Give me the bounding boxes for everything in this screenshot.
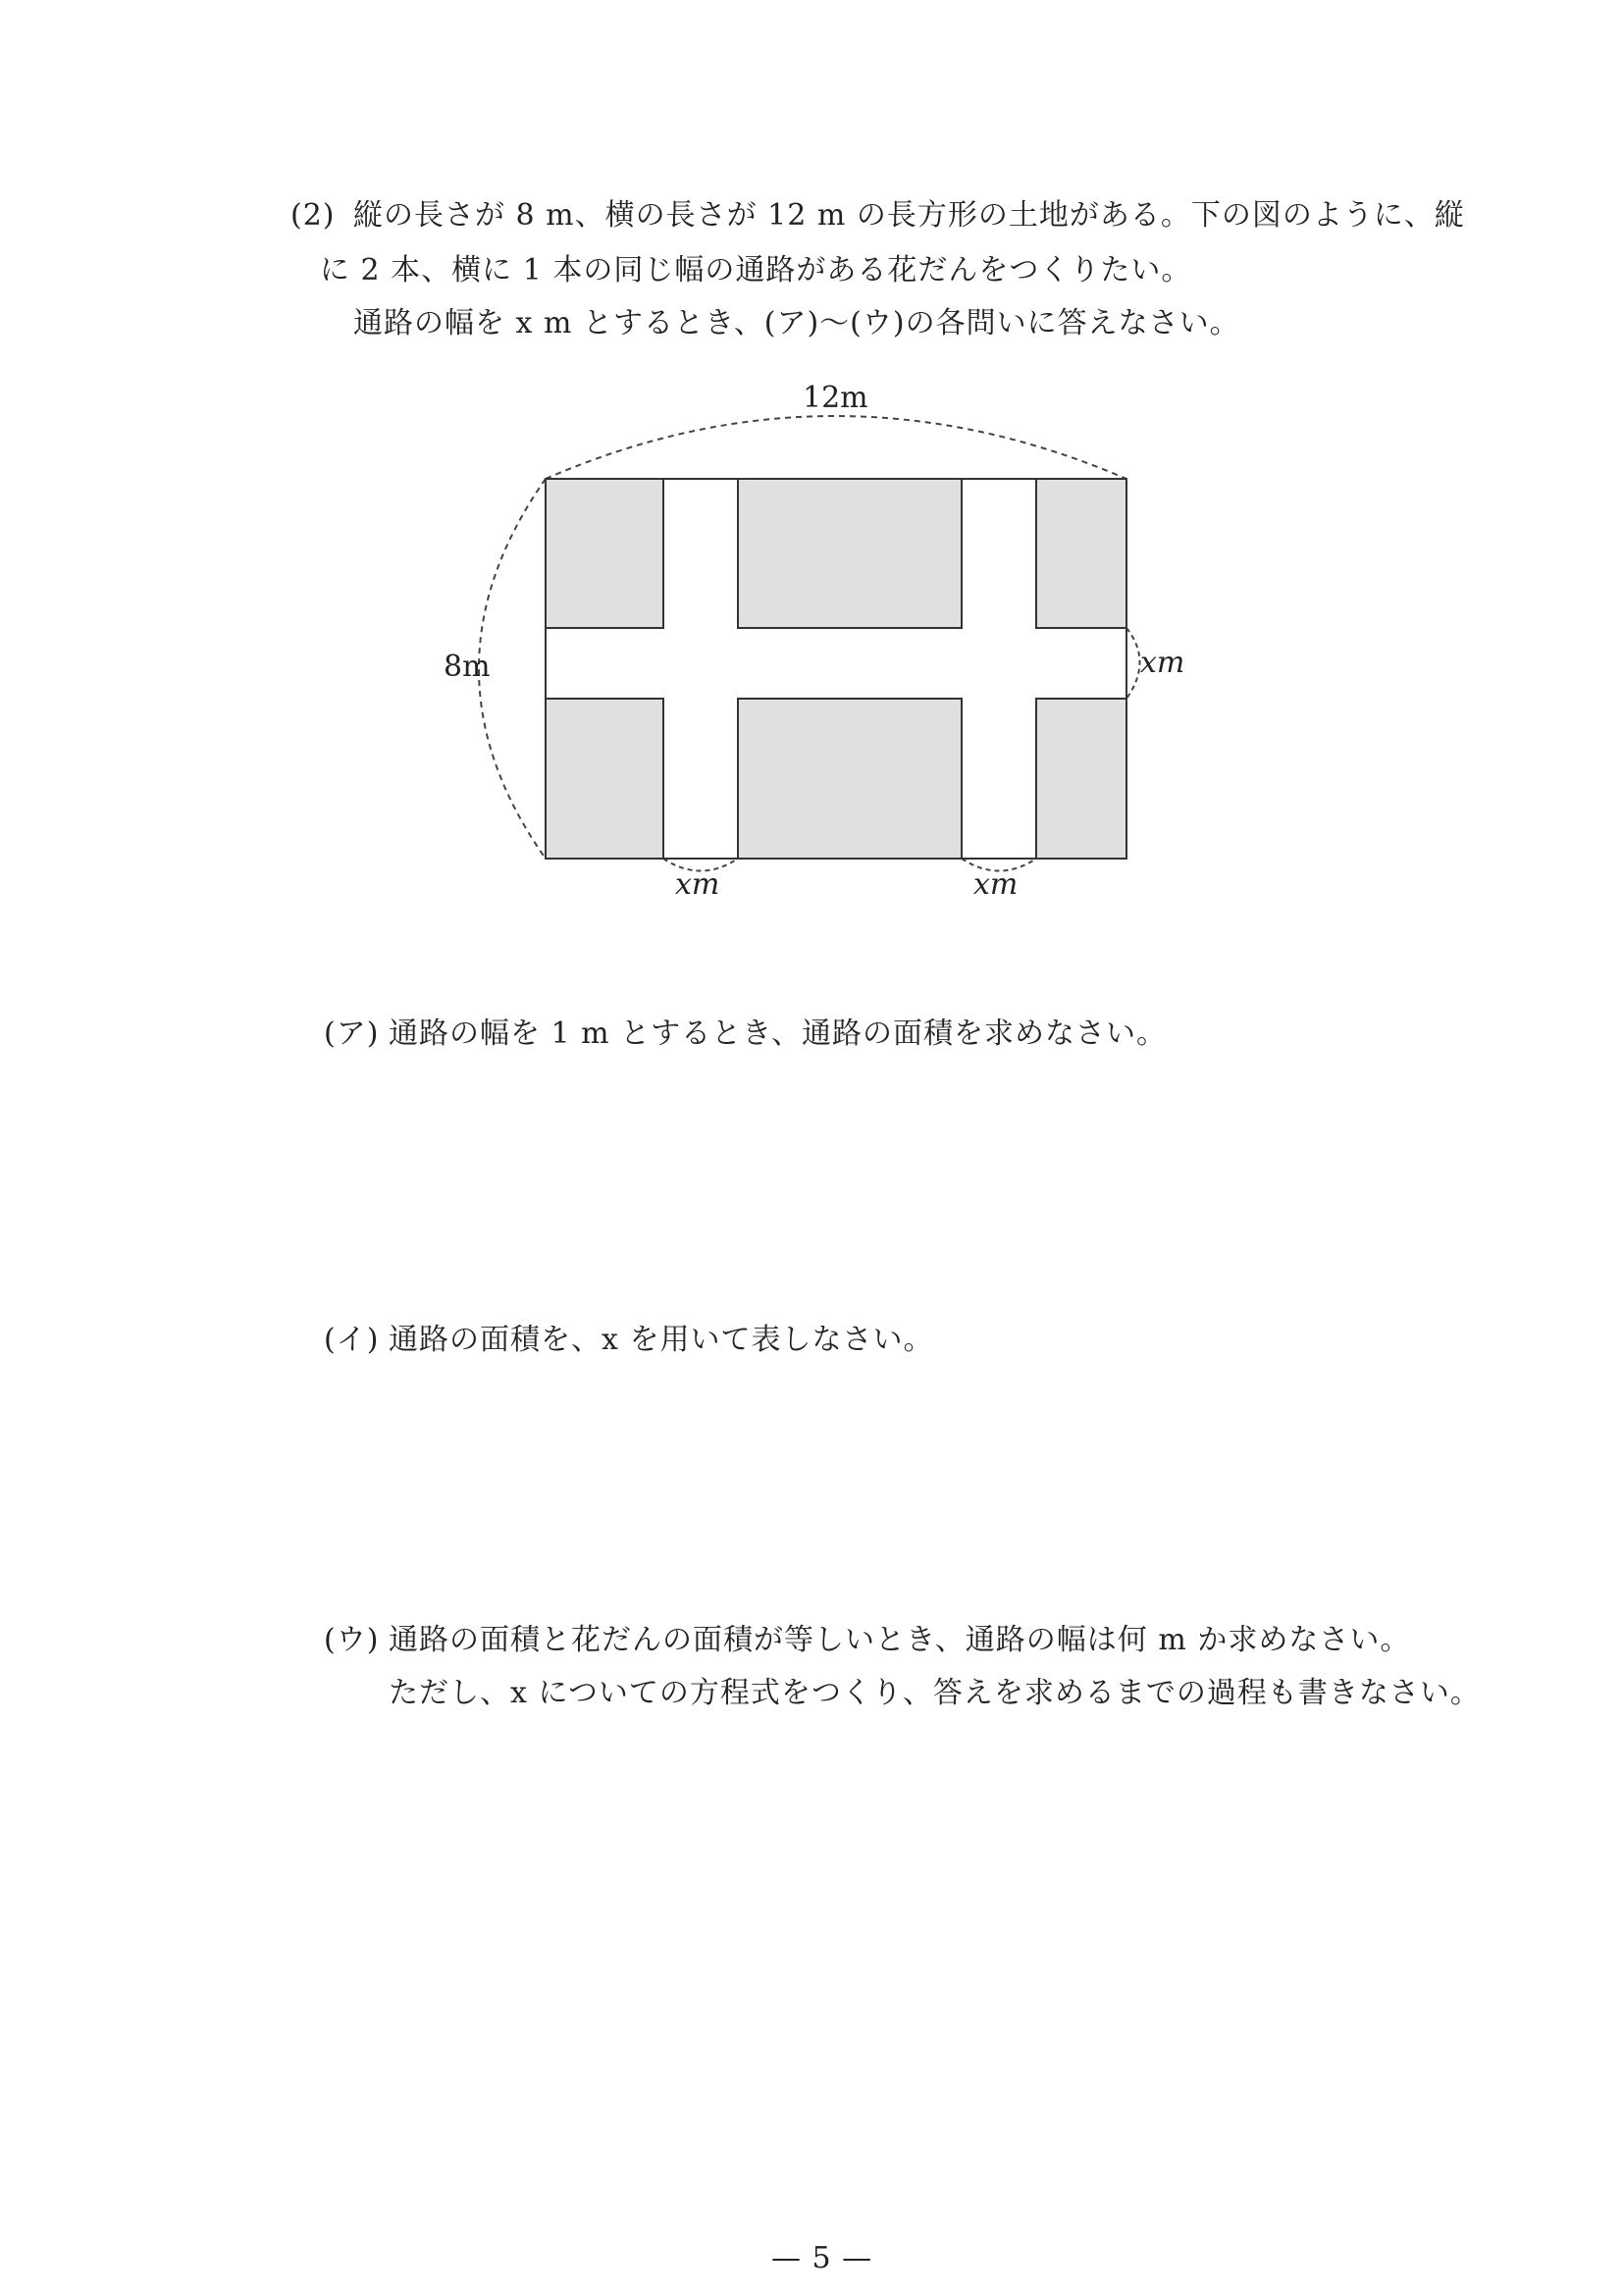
road-width-label-bottom-right: xm	[973, 867, 1019, 902]
question-a-text: 通路の幅を 1 m とするとき、通路の面積を求めなさい。	[389, 1017, 1167, 1051]
flowerbed-bottom-left	[546, 699, 663, 859]
question-b-text: 通路の面積を、x を用いて表しなさい。	[389, 1323, 934, 1357]
question-c-mark: (ウ)	[324, 1623, 380, 1657]
flowerbed-top-left	[546, 479, 663, 628]
problem-text-line-1: 縦の長さが 8 m、横の長さが 12 m の長方形の土地がある。下の図のように、縦	[353, 198, 1465, 233]
question-c-text-line-1: 通路の面積と花だんの面積が等しいとき、通路の幅は何 m か求めなさい。	[389, 1623, 1411, 1657]
question-a-mark: (ア)	[324, 1017, 380, 1051]
page-number: — 5 —	[771, 2241, 873, 2275]
height-label: 8m	[444, 650, 491, 684]
problem-text-line-3: 通路の幅を x m とするとき、(ア)〜(ウ)の各問いに答えなさい。	[353, 306, 1240, 340]
question-c-text-line-2: ただし、x についての方程式をつくり、答えを求めるまでの過程も書きなさい。	[389, 1676, 1481, 1710]
width-label: 12m	[803, 381, 868, 415]
problem-number: (2)	[290, 198, 336, 233]
width-dimension-arc	[546, 416, 1126, 479]
question-b-mark: (イ)	[324, 1323, 380, 1357]
flowerbed-top-middle	[738, 479, 962, 628]
road-width-label-right: xm	[1140, 646, 1185, 680]
road-width-label-bottom-left: xm	[675, 867, 720, 902]
road-width-arc-right	[1126, 628, 1140, 699]
flowerbed-bottom-right	[1036, 699, 1126, 859]
flowerbed-top-right	[1036, 479, 1126, 628]
flowerbed-bottom-middle	[738, 699, 962, 859]
problem-text-line-2: に 2 本、横に 1 本の同じ幅の通路がある花だんをつくりたい。	[320, 253, 1192, 287]
